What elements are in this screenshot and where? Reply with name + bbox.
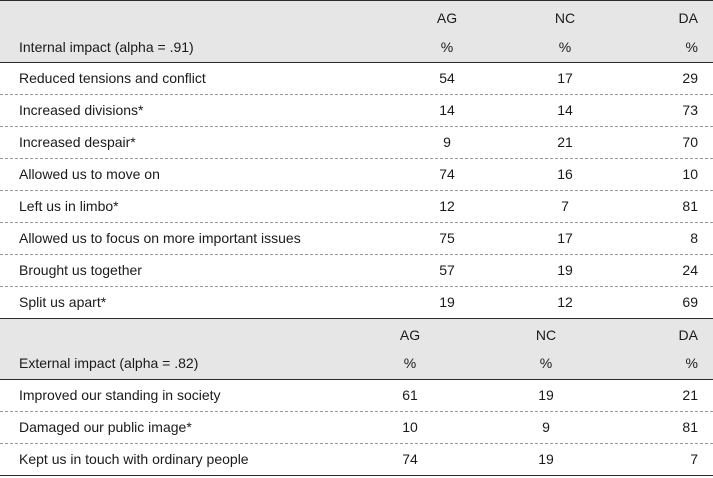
value-da: 81 bbox=[682, 419, 698, 435]
value-ag: 74 bbox=[439, 166, 455, 182]
value-nc: 17 bbox=[557, 70, 573, 86]
row-label: Damaged our public image* bbox=[19, 419, 192, 435]
value-ag: 9 bbox=[443, 134, 451, 150]
external-impact-title: External impact (alpha = .82) bbox=[19, 355, 199, 371]
value-da: 10 bbox=[682, 166, 698, 182]
row-label: Split us apart* bbox=[19, 294, 107, 310]
table-row bbox=[0, 380, 713, 412]
row-label: Reduced tensions and conflict bbox=[19, 70, 206, 86]
value-ag: 14 bbox=[439, 102, 455, 118]
unit-da: % bbox=[685, 39, 698, 55]
table-row bbox=[0, 95, 713, 127]
value-da: 7 bbox=[690, 451, 698, 467]
value-ag: 57 bbox=[439, 262, 455, 278]
unit-da: % bbox=[685, 355, 698, 371]
value-da: 69 bbox=[682, 294, 698, 310]
value-ag: 19 bbox=[439, 294, 455, 310]
table-row bbox=[0, 223, 713, 255]
value-ag: 61 bbox=[402, 387, 418, 403]
value-nc: 7 bbox=[561, 198, 569, 214]
row-label: Increased divisions* bbox=[19, 102, 144, 118]
value-nc: 14 bbox=[557, 102, 573, 118]
value-da: 24 bbox=[682, 262, 698, 278]
row-label: Kept us in touch with ordinary people bbox=[19, 451, 249, 467]
row-label: Allowed us to focus on more important issues bbox=[19, 230, 301, 246]
col-header-ag: AG bbox=[399, 327, 421, 343]
col-header-da: DA bbox=[678, 10, 698, 26]
col-header-nc: NC bbox=[535, 327, 557, 343]
row-label: Increased despair* bbox=[19, 134, 136, 150]
col-header-da: DA bbox=[678, 327, 698, 343]
value-nc: 21 bbox=[557, 134, 573, 150]
unit-nc: % bbox=[558, 39, 572, 55]
value-da: 73 bbox=[682, 102, 698, 118]
value-ag: 74 bbox=[402, 451, 418, 467]
value-nc: 12 bbox=[557, 294, 573, 310]
value-nc: 19 bbox=[538, 451, 554, 467]
value-da: 81 bbox=[682, 198, 698, 214]
unit-nc: % bbox=[539, 355, 553, 371]
value-ag: 54 bbox=[439, 70, 455, 86]
col-header-nc: NC bbox=[554, 10, 576, 26]
row-label: Improved our standing in society bbox=[19, 387, 221, 403]
table-row bbox=[0, 444, 713, 475]
col-header-ag: AG bbox=[436, 10, 458, 26]
table-row bbox=[0, 255, 713, 287]
value-da: 21 bbox=[682, 387, 698, 403]
value-da: 70 bbox=[682, 134, 698, 150]
table-row bbox=[0, 159, 713, 191]
row-label: Allowed us to move on bbox=[19, 166, 160, 182]
external-impact-header bbox=[0, 318, 713, 380]
internal-impact-title: Internal impact (alpha = .91) bbox=[19, 39, 194, 55]
table-row bbox=[0, 127, 713, 159]
value-nc: 19 bbox=[557, 262, 573, 278]
value-nc: 17 bbox=[557, 230, 573, 246]
row-label: Brought us together bbox=[19, 262, 142, 278]
table-row bbox=[0, 412, 713, 444]
row-label: Left us in limbo* bbox=[19, 198, 119, 214]
unit-ag: % bbox=[440, 39, 454, 55]
value-ag: 10 bbox=[402, 419, 418, 435]
value-nc: 16 bbox=[557, 166, 573, 182]
value-da: 29 bbox=[682, 70, 698, 86]
value-da: 8 bbox=[690, 230, 698, 246]
value-ag: 75 bbox=[439, 230, 455, 246]
value-nc: 19 bbox=[538, 387, 554, 403]
table-row bbox=[0, 191, 713, 223]
table-row bbox=[0, 287, 713, 318]
value-ag: 12 bbox=[439, 198, 455, 214]
unit-ag: % bbox=[403, 355, 417, 371]
table-row bbox=[0, 63, 713, 95]
internal-impact-header bbox=[0, 0, 713, 63]
value-nc: 9 bbox=[542, 419, 550, 435]
